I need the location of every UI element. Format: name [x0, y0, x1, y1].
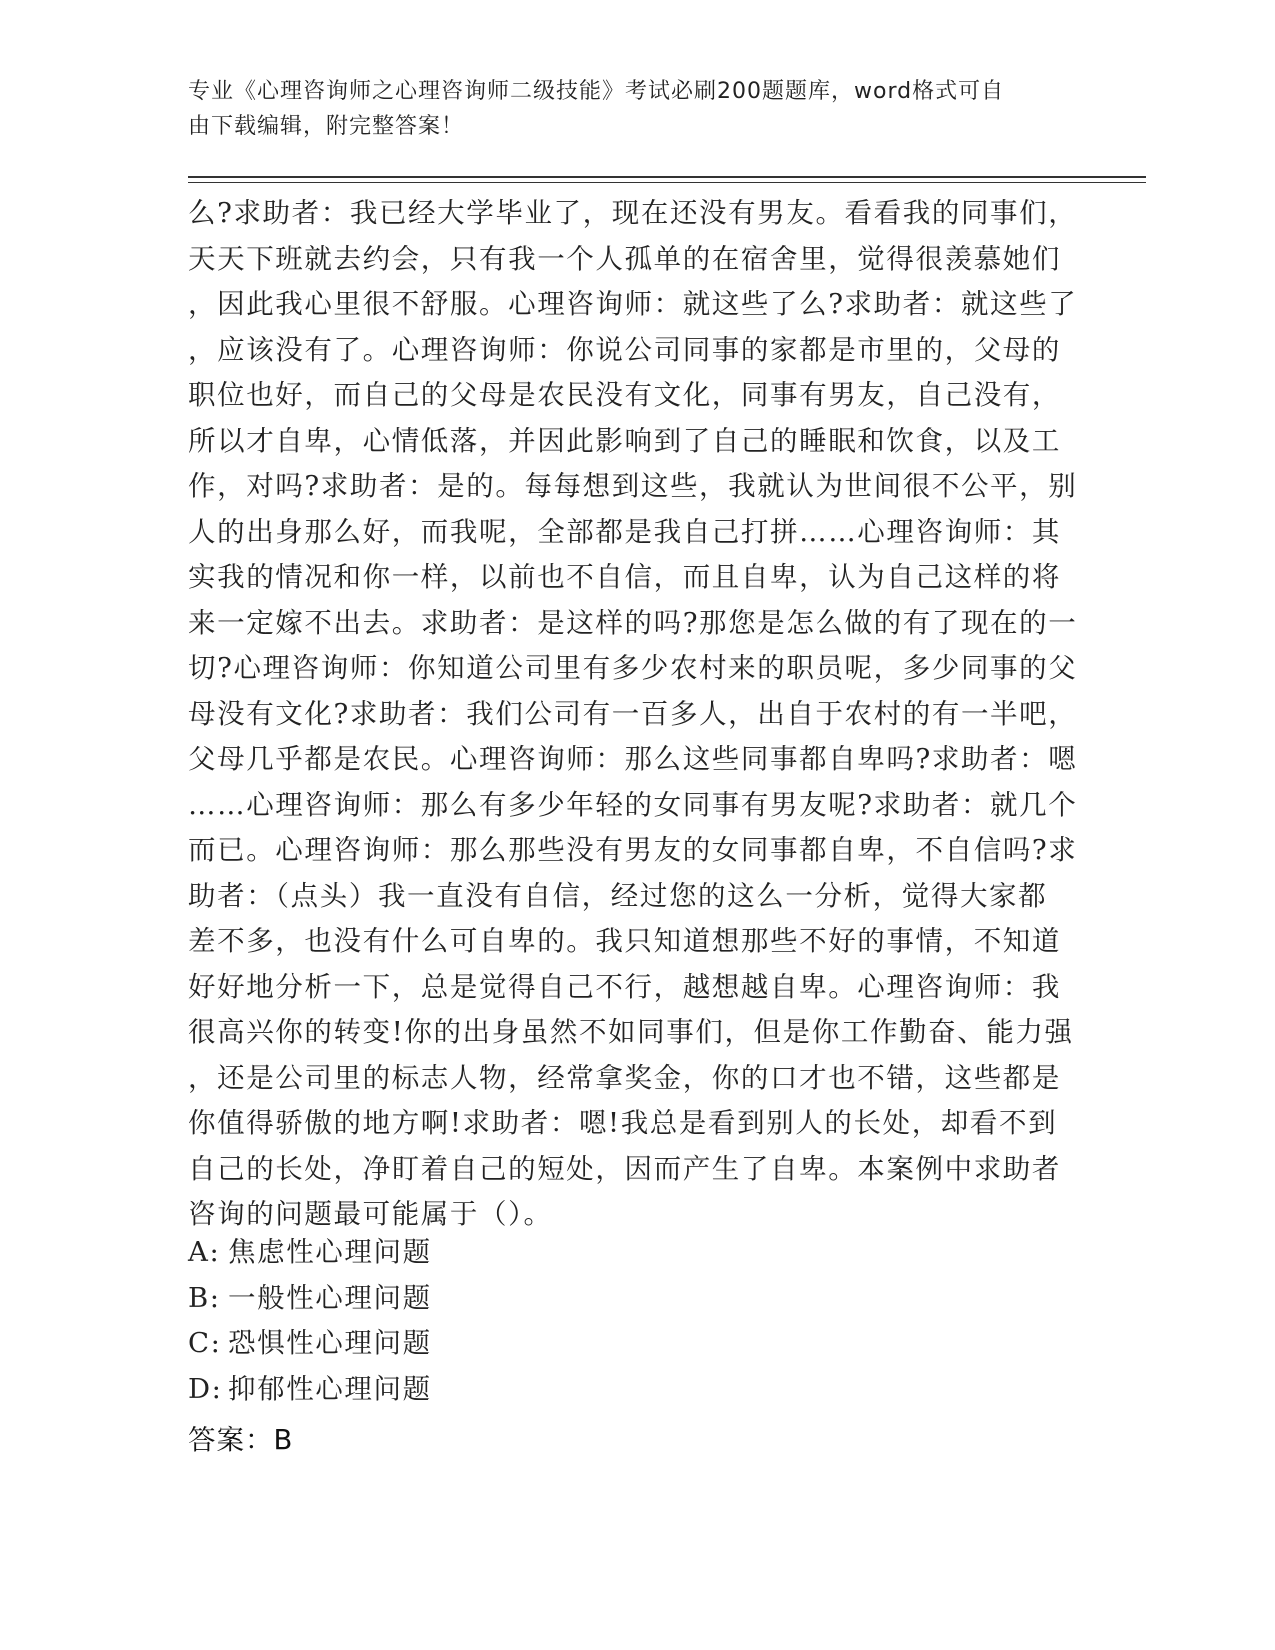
question-line: 来一定嫁不出去。求助者：是这样的吗?那您是怎么做的有了现在的一 — [188, 606, 1078, 639]
option-key: A: — [188, 1236, 221, 1268]
question-text — [188, 191, 1078, 1238]
question-line: 好好地分析一下，总是觉得自己不行，越想越自卑。心理咨询师：我 — [188, 970, 1061, 1003]
question-line: ……心理咨询师：那么有多少年轻的女同事有男友呢?求助者：就几个 — [188, 788, 1078, 821]
question-line: 差不多，也没有什么可自卑的。我只知道想那些不好的事情，不知道 — [188, 925, 1061, 957]
option-key: C: — [188, 1327, 222, 1359]
question-line: ，因此我心里很不舒服。心理咨询师：就这些了么?求助者：就这些了 — [188, 288, 1078, 320]
option-item — [188, 1276, 432, 1322]
question-line: 父母几乎都是农民。心理咨询师：那么这些同事都自卑吗?求助者：嗯 — [188, 743, 1078, 775]
question-line: ，还是公司里的标志人物，经常拿奖金，你的口才也不错，这些都是 — [188, 1061, 1061, 1094]
header-line-2: 由下载编辑，附完整答案！ — [188, 114, 465, 139]
answer-line — [188, 1418, 293, 1463]
option-item — [188, 1367, 432, 1413]
header-divider-thin — [188, 182, 1146, 183]
question-line: 你值得骄傲的地方啊!求助者：嗯!我总是看到别人的长处，却看不到 — [188, 1107, 1058, 1139]
header-line-1: 专业《心理咨询师之心理咨询师二级技能》考试必刷200题题库，word格式可自 — [188, 79, 1005, 104]
question-line: 人的出身那么好，而我呢，全部都是我自己打拼……心理咨询师：其 — [188, 515, 1061, 548]
option-text: 一般性心理问题 — [228, 1281, 432, 1314]
question-line: 所以才自卑，心情低落，并因此影响到了自己的睡眠和饮食，以及工 — [188, 424, 1061, 457]
option-key: B: — [188, 1281, 221, 1314]
question-line: 咨询的问题最可能属于（）。 — [188, 1198, 553, 1230]
option-text: 抑郁性心理问题 — [228, 1372, 432, 1405]
question-line: 很高兴你的转变!你的出身虽然不如同事们，但是你工作勤奋、能力强 — [188, 1016, 1074, 1048]
option-item — [188, 1230, 432, 1276]
option-key: D: — [188, 1372, 223, 1405]
question-line: 自己的长处，净盯着自己的短处，因而产生了自卑。本案例中求助者 — [188, 1152, 1061, 1185]
question-line: 么?求助者：我已经大学毕业了，现在还没有男友。看看我的同事们， — [188, 197, 1078, 229]
question-line: 助者：（点头）我一直没有自信，经过您的这么一分析，觉得大家都 — [188, 879, 1048, 912]
question-line: 母没有文化?求助者：我们公司有一百多人，出自于农村的有一半吧， — [188, 697, 1078, 730]
option-text: 焦虑性心理问题 — [228, 1236, 432, 1268]
options-list — [188, 1230, 432, 1412]
question-line: 天天下班就去约会，只有我一个人孤单的在宿舍里，觉得很羡慕她们 — [188, 242, 1061, 275]
option-text: 恐惧性心理问题 — [228, 1327, 432, 1359]
question-line: ，应该没有了。心理咨询师：你说公司同事的家都是市里的，父母的 — [188, 333, 1061, 366]
answer-label: 答案： — [188, 1424, 274, 1456]
question-line: 作，对吗?求助者：是的。每每想到这些，我就认为世间很不公平，别 — [188, 470, 1078, 502]
question-line: 切?心理咨询师：你知道公司里有多少农村来的职员呢，多少同事的父 — [188, 652, 1078, 684]
answer-value: B — [273, 1424, 294, 1456]
page-header — [188, 74, 1068, 144]
question-line: 实我的情况和你一样，以前也不自信，而且自卑，认为自己这样的将 — [188, 561, 1061, 593]
question-line: 而已。心理咨询师：那么那些没有男友的女同事都自卑，不自信吗?求 — [188, 834, 1078, 866]
header-divider-thick — [188, 176, 1146, 178]
option-item — [188, 1321, 432, 1367]
question-line: 职位也好，而自己的父母是农民没有文化，同事有男友，自己没有， — [188, 379, 1061, 411]
